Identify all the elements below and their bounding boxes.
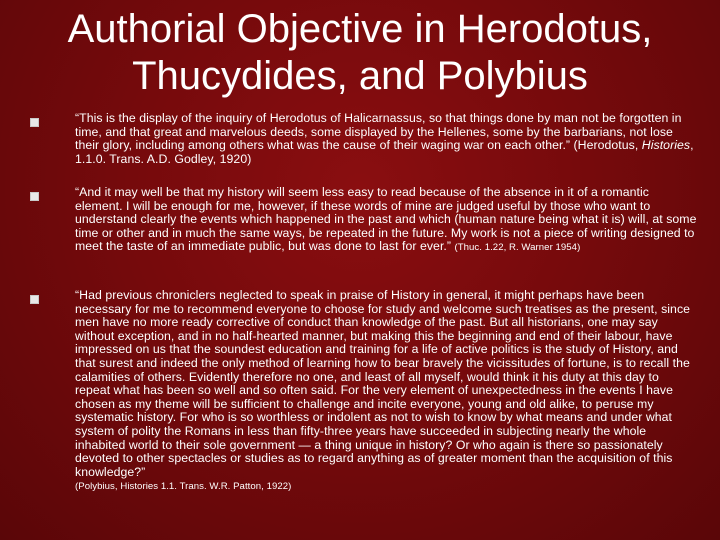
quote-text: “This is the display of the inquiry of Herodotus of Halicarnassus, so that things done by man not be forgotten in time, and that great and marvelous deeds, some displayed by the Hellenes, some by the barbarians, not lose their glory, including among others what was the cause of their waging war on each other.” (Herodotus,: [75, 111, 682, 153]
quote-herodotus: [75, 112, 697, 166]
quote-text: “And it may well be that my history will seem less easy to read because of the absence in it of a romantic element. I will be enough for me, however, if these words of mine are judged useful by those who want to understand clearly the events which happened in the past and which (human nature being what it is) will, at some time or other and in much the same ways, be repeated in the future. My work is not a piece of writing designed to meet the taste of an immediate public, but was done to last for ever.”: [75, 185, 697, 254]
quote-text: “Had previous chroniclers neglected to speak in praise of History in general, it might perhaps have been necessary for me to recommend everyone to choose for study and welcome such treatises as the present, since men have no more ready corrective of conduct than knowledge of the past. But all historians, one may say without exception, and in no half-hearted manner, but making this the beginning and end of their labour, have impressed on us that the soundest education and training for a life of active politics is the study of History, and that surest and indeed the only method of learning how to bear bravely the vicissitudes of fortune, is to recall the calamities of others. Evidently therefore no one, and least of all myself, would think it his duty at this day to repeat what has been so well and so often said. For the very element of unexpectedness in the events I have chosen as my theme will be sufficient to challenge and incite everyone, young and old alike, to peruse my systematic history. For who is so worthless or indolent as not to wish to know by what means and under what system of polity the Romans in less than fifty-three years have succeeded in subjecting nearly the whole inhabited world to their sole government — a thing unique in history? Or who again is there so passionately devoted to other spectacles or studies as to regard anything as of greater moment than the acquisition of this knowledge?”: [75, 288, 691, 479]
title-line-2: Thucydides, and Polybius: [132, 54, 588, 98]
quote-thucydides: [75, 186, 697, 255]
bullet-marker-icon: [30, 295, 39, 304]
slide-title: [40, 6, 680, 100]
bullet-marker-icon: [30, 192, 39, 201]
citation: , 1.1.0. Trans. A.D. Godley, 1920): [75, 138, 694, 166]
work-title: Histories: [641, 138, 691, 153]
citation: (Polybius, Histories 1.1. Trans. W.R. Patton, 1922): [75, 481, 292, 493]
title-line-1: Authorial Objective in Herodotus,: [67, 7, 653, 51]
bullet-marker-icon: [30, 118, 39, 127]
quote-polybius: [75, 289, 697, 494]
citation: (Thuc. 1.22, R. Warner 1954): [454, 242, 581, 254]
